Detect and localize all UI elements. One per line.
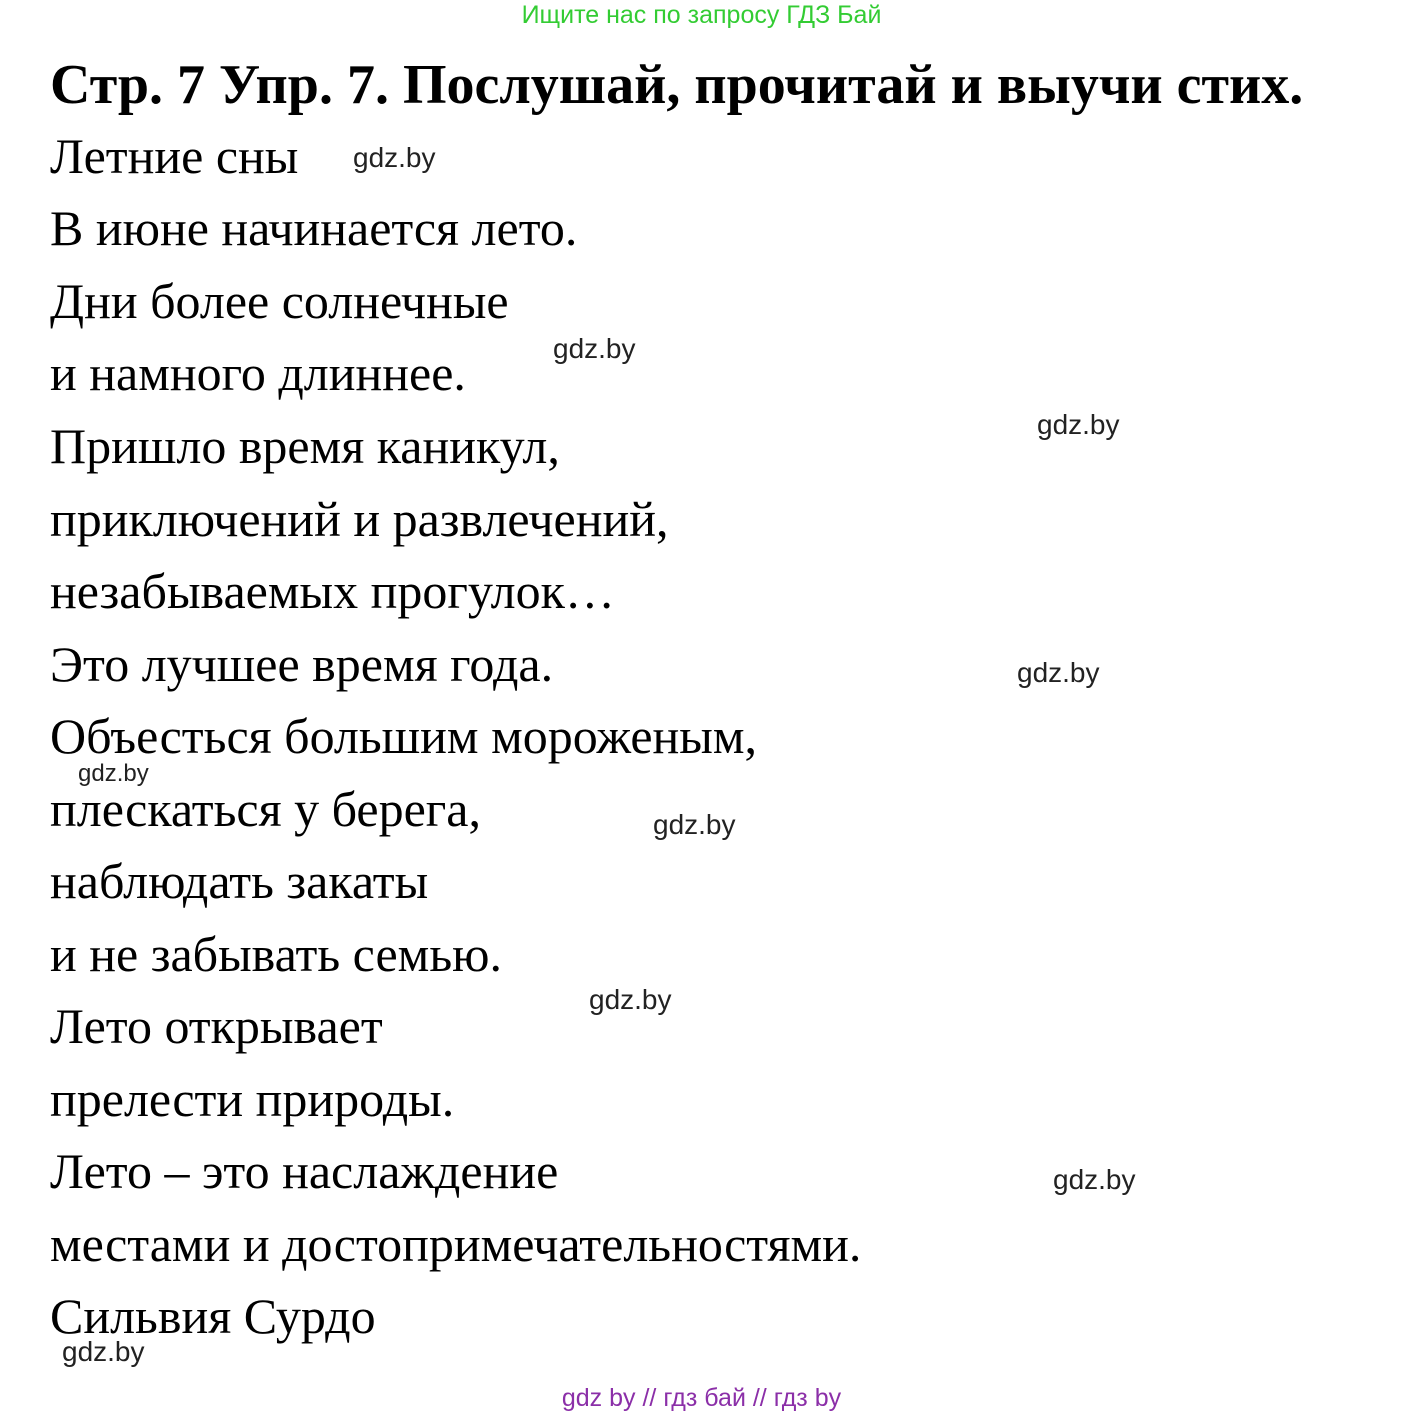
- watermark: gdz.by: [553, 333, 636, 364]
- poem-line: наблюдать закаты: [50, 853, 429, 909]
- watermark: gdz.by: [62, 1336, 145, 1367]
- watermark: gdz.by: [589, 984, 672, 1015]
- watermark: gdz.by: [653, 809, 736, 840]
- watermark: gdz.by: [1037, 409, 1120, 440]
- poem-line: плескаться у берега,: [50, 781, 481, 837]
- poem-line: Лето – это наслаждение: [50, 1143, 559, 1199]
- watermark: gdz.by: [353, 142, 436, 173]
- search-banner: Ищите нас по запросу ГДЗ Бай: [521, 1, 882, 29]
- poem-line: и намного длиннее.: [50, 345, 466, 401]
- watermark: gdz.by: [1053, 1164, 1136, 1195]
- footer-links: gdz by // гдз бай // гдз by: [561, 1384, 842, 1412]
- poem-line: местами и достопримечательностями.: [50, 1216, 862, 1272]
- poem-line: приключений и развлечений,: [50, 491, 669, 547]
- poem-title: Летние сны: [50, 128, 299, 184]
- watermark: gdz.by: [78, 760, 149, 787]
- poem-line: незабываемых прогулок…: [50, 563, 615, 619]
- poem-line: Объесться большим мороженым,: [50, 708, 758, 764]
- poem-line: прелести природы.: [50, 1071, 455, 1127]
- poem-line: и не забывать семью.: [50, 926, 502, 982]
- page-title: Стр. 7 Упр. 7. Послушай, прочитай и выучи стих.: [50, 54, 1304, 116]
- poem-line: Дни более солнечные: [50, 273, 509, 329]
- poem-line: Пришло время каникул,: [50, 418, 560, 474]
- poem-line: Это лучшее время года.: [50, 636, 554, 692]
- watermark: gdz.by: [1017, 657, 1100, 688]
- poem-line: Лето открывает: [50, 998, 383, 1054]
- poem-author: Сильвия Сурдо: [50, 1288, 376, 1344]
- poem-line: В июне начинается лето.: [50, 200, 578, 256]
